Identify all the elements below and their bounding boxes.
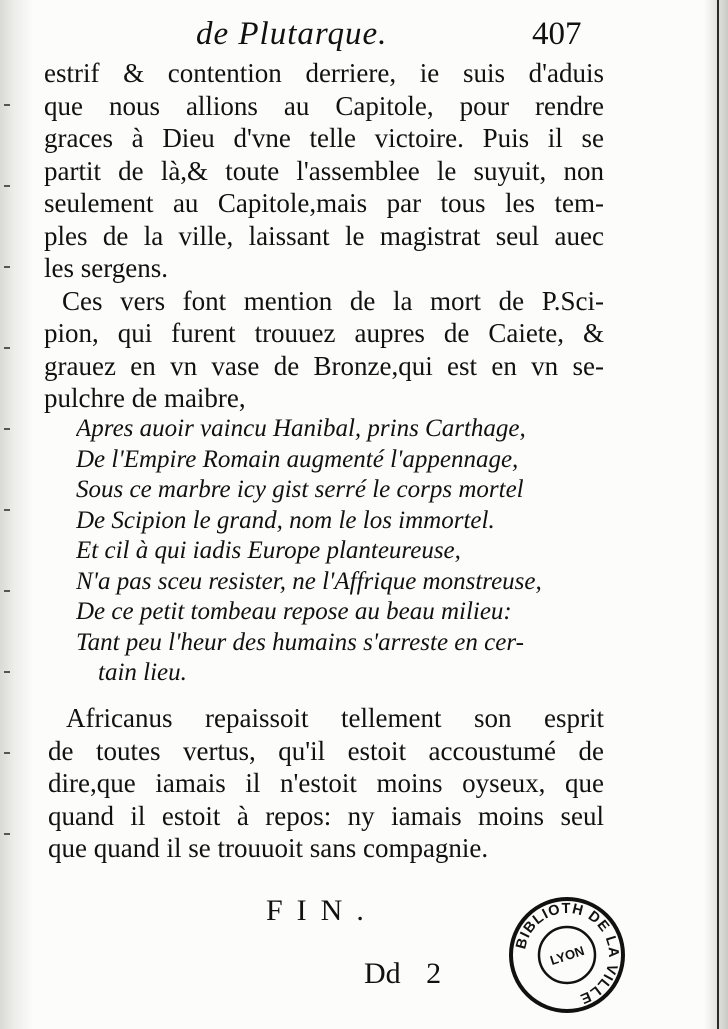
text-line: dire,que iamais il n'estoit moins oyseux, que (48, 768, 604, 798)
text-line: les sergens. (44, 253, 168, 283)
verse-line: Tant peu l'heur des humains s'arreste en cer- (76, 628, 524, 656)
page-gutter-shadow (0, 0, 34, 1029)
text-line: de toutes vertus, qu'il estoit accoustumé de (48, 735, 604, 766)
library-stamp-icon (508, 896, 626, 1014)
verse-line: Apres auoir vaincu Hanibal, prins Carthage, (76, 415, 526, 442)
paragraph-block-1 (44, 57, 604, 415)
page-binding-edge (704, 0, 728, 1029)
stamp-inner-text: LYON (548, 942, 587, 969)
page-binding-line (717, 0, 719, 1029)
verse-line: Et cil à qui iadis Europe planteureuse, (76, 537, 461, 564)
text-line: que quand il se trouuoit sans compagnie. (48, 833, 489, 863)
fin-heading: FIN. (266, 894, 378, 927)
stamp-outer-text: BIBLIOTH DE LA VILLE (513, 900, 622, 1007)
text-line: que nous allions au Capitole, pour rendre (44, 90, 604, 121)
text-line: graces à Dieu d'vne telle victoire. Puis il se (44, 123, 604, 153)
text-line: pulchre de maibre, (44, 383, 246, 413)
text-line: Africanus repaissoit tellement son esprit (66, 703, 604, 733)
text-line: estrif & contention derriere, ie suis d'aduis (44, 58, 604, 88)
page-number: 407 (532, 16, 582, 52)
verse-line: N'a pas sceu resister, ne l'Affrique monstreuse, (76, 567, 542, 595)
epitaph-verses (76, 414, 596, 689)
text-line: ples de la ville, laissant le magistrat seul auec (44, 220, 604, 251)
text-line: pion, qui furent trouuez aupres de Caiete, & (44, 318, 604, 348)
text-line: seulement au Capitole,mais par tous les tem- (44, 188, 604, 218)
text-line: quand il estoit à repos: ny iamais moins seul (48, 800, 604, 831)
signature-mark: Dd 2 (364, 957, 442, 990)
running-title: de Plutarque. (196, 16, 388, 52)
text-line: Ces vers font mention de la mort de P.Sci- (62, 285, 604, 316)
verse-line: De Scipion le grand, nom le los immortel. (76, 506, 495, 534)
text-line: grauez en vn vase de Bronze,qui est en vn se- (44, 350, 604, 381)
text-line: partit de là,& toute l'assemblee le suyuit, non (44, 155, 604, 186)
verse-line: De ce petit tombeau repose au beau milieu: (76, 598, 512, 625)
verse-line: Sous ce marbre icy gist serré le corps mortel (76, 476, 524, 503)
verse-line: tain lieu. (98, 659, 187, 686)
verse-line: De l'Empire Romain augmenté l'appennage, (76, 445, 519, 473)
paragraph-block-3 (48, 702, 604, 865)
